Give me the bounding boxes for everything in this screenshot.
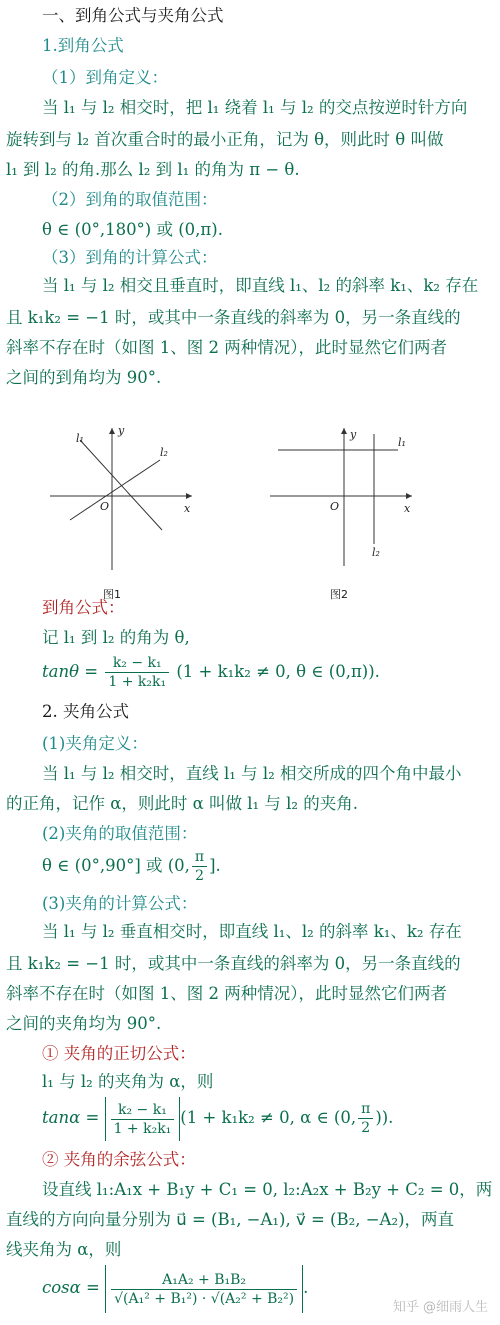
fig1-label-l1: l₁: [76, 432, 84, 445]
formula1-label: 到角公式：: [42, 598, 125, 617]
range-label: （2）到角的取值范围：: [42, 190, 218, 209]
tangent-abs: [105, 1097, 181, 1141]
fig1-label-x: x: [184, 502, 191, 515]
cosine-den: √(A₁² + B₁²) · √(A₂² + B₂²): [114, 1290, 295, 1307]
cosine-text-3: 线夹角为 α，则: [6, 1240, 122, 1259]
tangent-lhs: tanα =: [42, 1108, 100, 1127]
section2-range-num: π: [192, 848, 207, 867]
def-text-3: l₁ 到 l₂ 的角.那么 l₂ 到 l₁ 的角为 π − θ.: [6, 160, 300, 179]
def-text-1: 当 l₁ 与 l₂ 相交时，把 l₁ 绕着 l₁ 与 l₂ 的交点按逆时针方向: [42, 98, 468, 117]
def-text-2: 旋转到与 l₂ 首次重合时的最小正角，记为 θ，则此时 θ 叫做: [6, 130, 444, 149]
calc-text-4: 之间的到角均为 90°.: [6, 368, 162, 387]
cosine-label: ② 夹角的余弦公式：: [42, 1150, 196, 1169]
calc-text-1: 当 l₁ 与 l₂ 相交且垂直时，即直线 l₁、l₂ 的斜率 k₁、k₂ 存在: [42, 276, 479, 295]
cosine-num: A₁A₂ + B₁B₂: [111, 1271, 297, 1290]
section2-calc-text-2: 且 k₁k₂ = −1 时，或其中一条直线的斜率为 0，另一条直线的: [6, 954, 461, 973]
watermark: 知乎 @细雨人生: [392, 1300, 488, 1315]
tangent-cond-den: 2: [361, 1120, 371, 1136]
formula1-cond: (1 + k₁k₂ ≠ 0, θ ∈ (0,π)).: [176, 662, 380, 681]
tangent-den: 1 + k₂k₁: [113, 1120, 172, 1137]
section2-calc-label: (3)夹角的计算公式：: [42, 894, 198, 913]
cosine-tail: .: [303, 1278, 309, 1297]
fig2-label-x: x: [404, 502, 411, 515]
calc-text-2: 且 k₁k₂ = −1 时，或其中一条直线的斜率为 0，另一条直线的: [6, 308, 461, 327]
formula1-num: k₂ − k₁: [105, 654, 169, 673]
section2-range-den: 2: [195, 868, 204, 884]
fig1-label-y: y: [118, 424, 125, 437]
tangent-cond-num: π: [358, 1100, 373, 1119]
fig2-label-l2: l₂: [372, 546, 380, 559]
section2-def-label: (1)夹角定义：: [42, 734, 148, 753]
section2-calc-text-1: 当 l₁ 与 l₂ 垂直相交时，即直线 l₁、l₂ 的斜率 k₁、k₂ 存在: [42, 922, 462, 941]
section-heading: 一、到角公式与夹角公式: [42, 6, 224, 25]
range-text: θ ∈ (0°,180°) 或 (0,π).: [42, 220, 223, 239]
tangent-intro: l₁ 与 l₂ 的夹角为 α，则: [42, 1072, 214, 1091]
section2-range-text-a: θ ∈ (0°,90°] 或 (0,: [42, 856, 190, 875]
def-label: （1）到角定义：: [42, 68, 168, 87]
formula1-expression: [42, 652, 380, 692]
section2-title: 2. 夹角公式: [42, 702, 129, 721]
figure-1: [40, 420, 200, 580]
fig1-label-l2: l₂: [160, 446, 168, 459]
tangent-cond-a: (1 + k₁k₂ ≠ 0, α ∈ (0,: [180, 1108, 357, 1127]
calc-label: （3）到角的计算公式：: [42, 248, 218, 267]
formula1-intro: 记 l₁ 到 l₂ 的角为 θ,: [42, 628, 190, 647]
cosine-text-1: 设直线 l₁:A₁x + B₁y + C₁ = 0, l₂:A₂x + B₂y + C₂ = 0，两: [42, 1180, 493, 1199]
section2-range-expression: [42, 846, 221, 886]
fig1-caption: 图1: [103, 588, 121, 601]
tangent-cond-fraction: [358, 1100, 373, 1137]
section1-title: 1.到角公式: [42, 36, 124, 55]
tangent-cond-b: )).: [375, 1108, 394, 1127]
section2-def-text-1: 当 l₁ 与 l₂ 相交时，直线 l₁ 与 l₂ 相交所成的四个角中最小: [42, 764, 462, 783]
fig2-label-o: O: [330, 500, 340, 513]
section2-def-text-2: 的正角，记作 α，则此时 α 叫做 l₁ 与 l₂ 的夹角.: [6, 794, 359, 813]
section2-calc-text-3: 斜率不存在时（如图 1、图 2 两种情况），此时显然它们两者: [6, 984, 447, 1003]
fig2-label-l1: l₁: [398, 436, 406, 449]
calc-text-3: 斜率不存在时（如图 1、图 2 两种情况），此时显然它们两者: [6, 338, 447, 357]
tangent-num: k₂ − k₁: [111, 1101, 175, 1120]
section2-range-label: (2)夹角的取值范围：: [42, 824, 198, 843]
cosine-abs: [105, 1265, 303, 1313]
section2-calc-text-4: 之间的夹角均为 90°.: [6, 1014, 162, 1033]
formula1-den: 1 + k₂k₁: [108, 674, 167, 690]
tangent-fraction: [111, 1101, 175, 1138]
fig2-caption: 图2: [330, 588, 348, 601]
fig1-label-o: O: [100, 500, 110, 513]
formula1-fraction: [105, 654, 169, 691]
section2-range-text-b: ].: [209, 856, 221, 875]
section2-range-fraction: [192, 848, 207, 885]
cosine-lhs: cosα =: [42, 1278, 100, 1297]
fig2-label-y: y: [350, 428, 357, 441]
figure-2: [268, 420, 418, 570]
cosine-fraction: [111, 1271, 297, 1308]
cosine-expression: [42, 1264, 308, 1313]
tangent-label: ① 夹角的正切公式：: [42, 1044, 196, 1063]
cosine-text-2: 直线的方向向量分别为 u⃗ = (B₁, −A₁), v⃗ = (B₂, −A₂)，两直: [6, 1210, 455, 1229]
tangent-expression: [42, 1096, 393, 1141]
formula1-lhs: tanθ =: [42, 662, 99, 681]
